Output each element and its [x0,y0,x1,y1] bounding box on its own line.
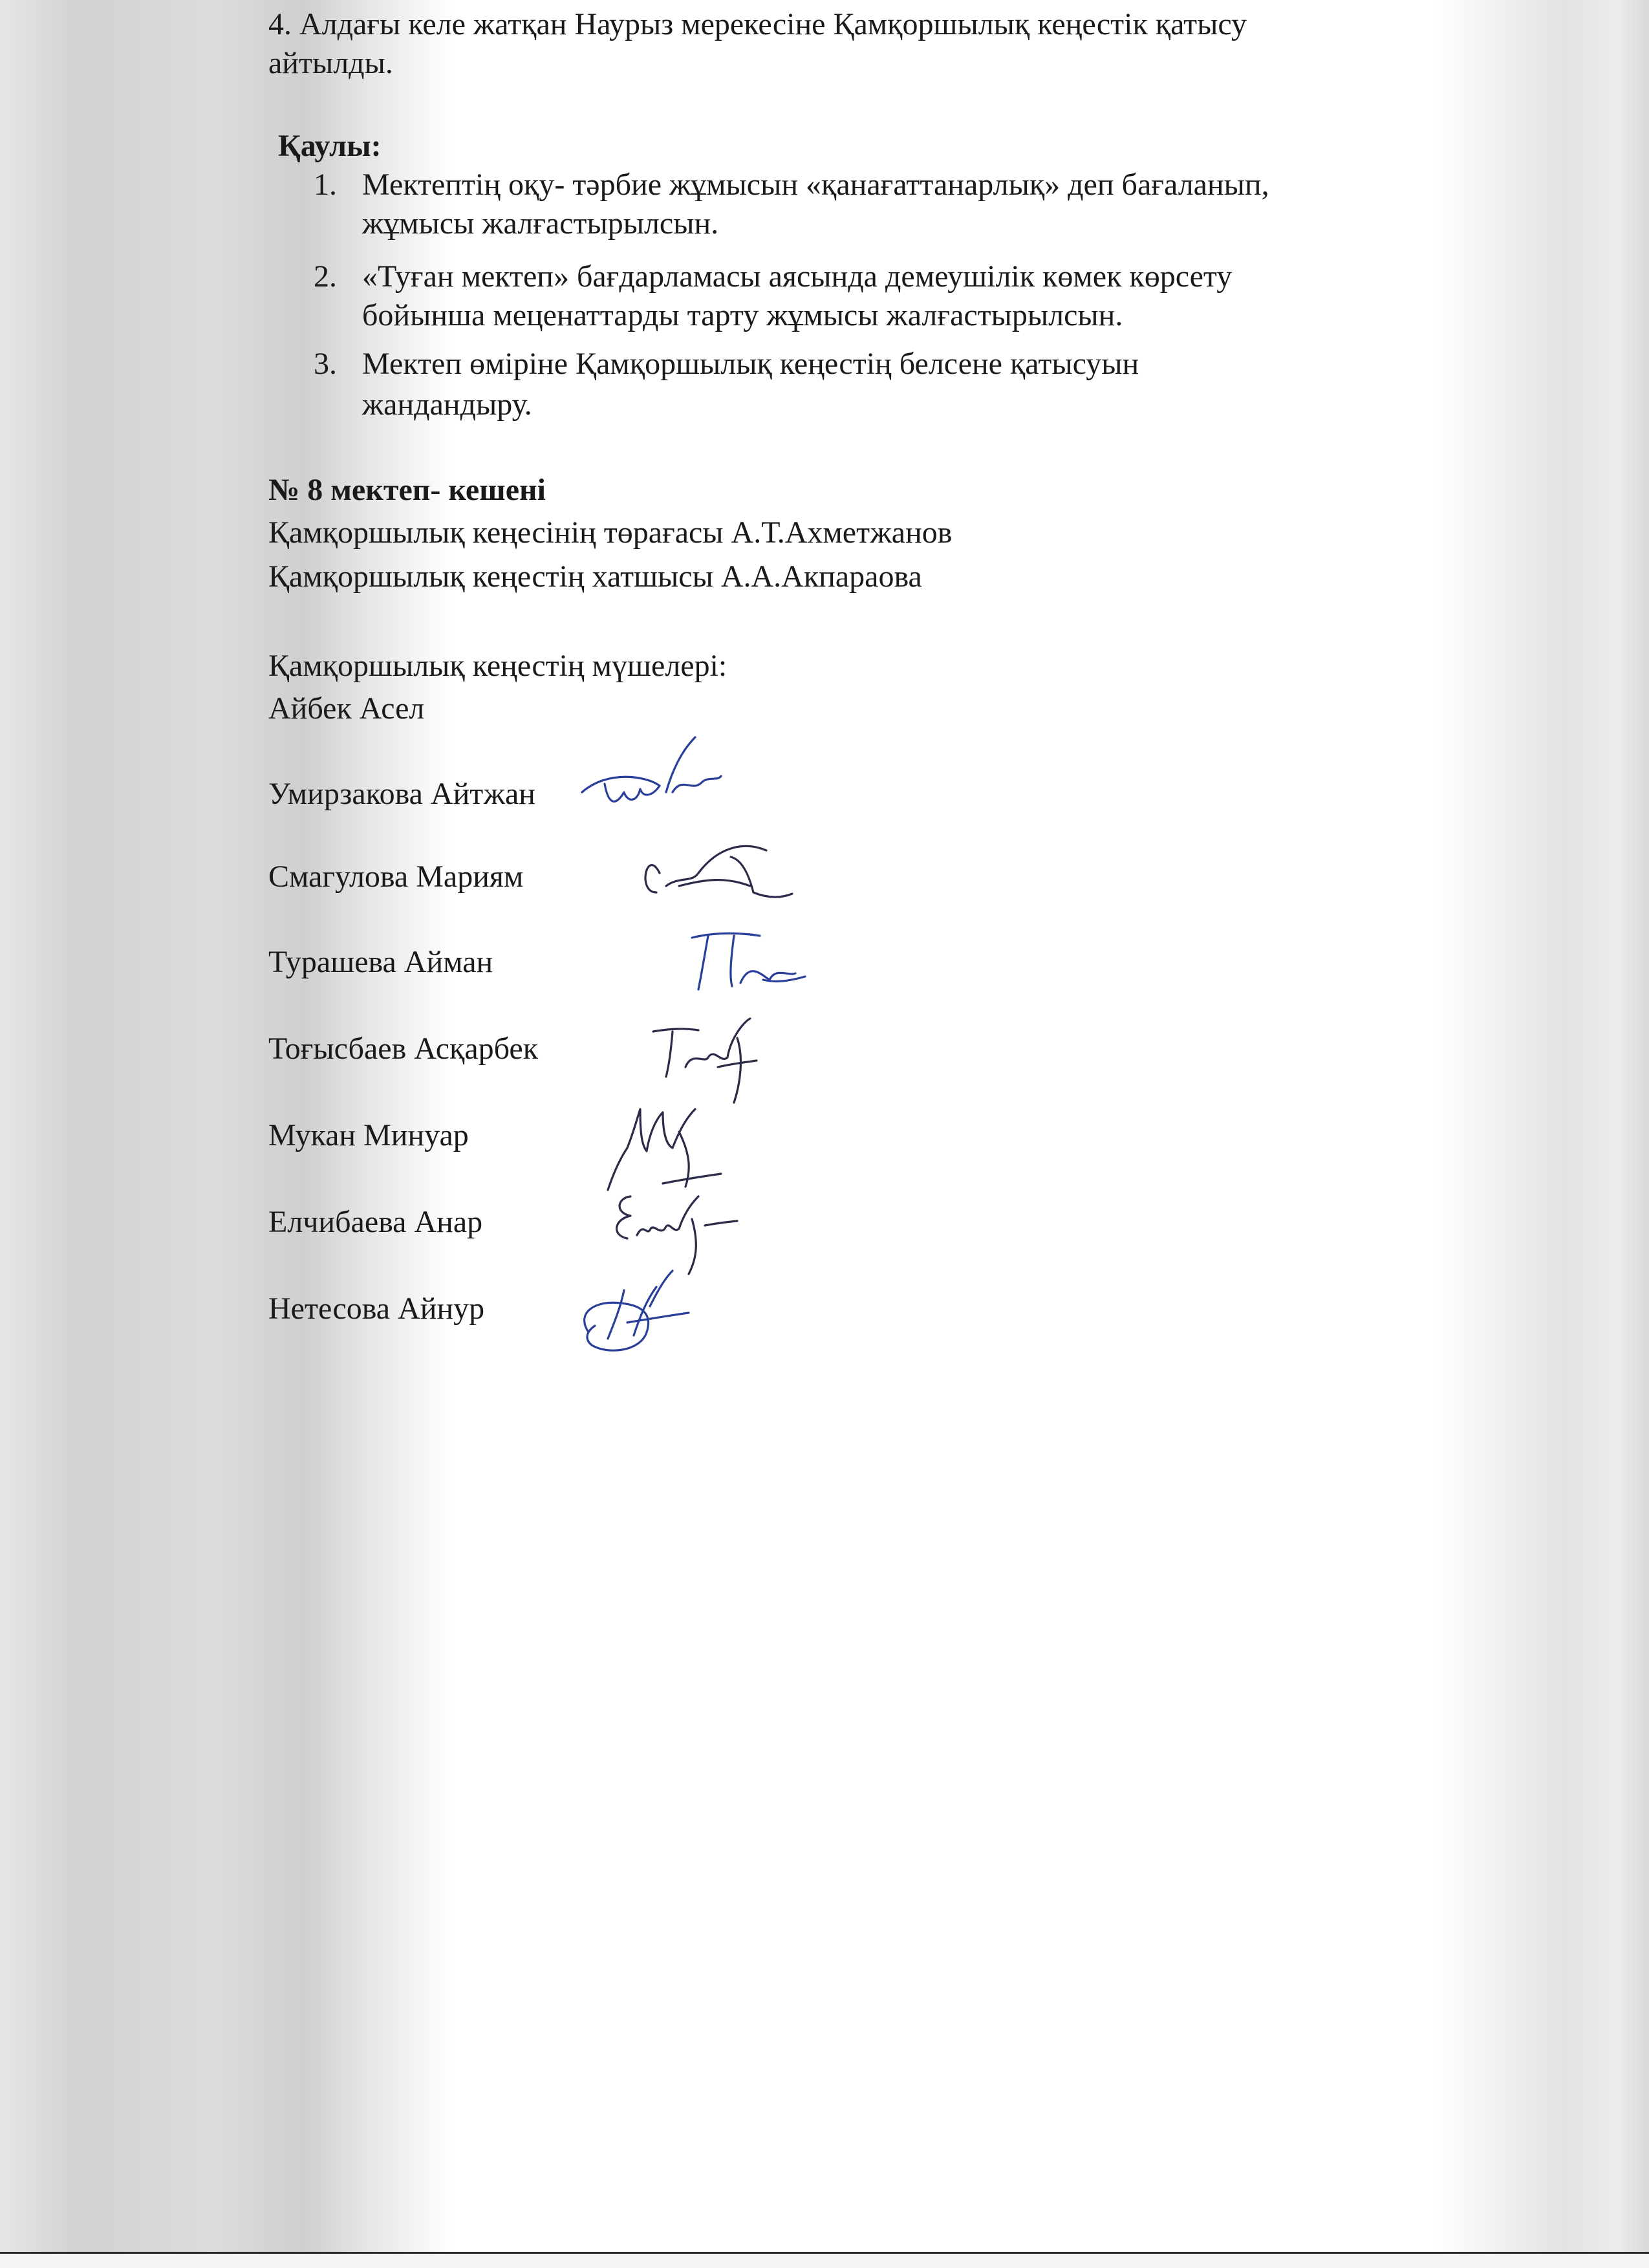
secretary-line: Қамқоршылық кеңестің хатшысы А.А.Акпараова [268,559,922,594]
signature-netesova [569,1261,724,1371]
member-name: Елчибаева Анар [268,1205,483,1239]
resolution-item-1-line-1: Мектептің оқу- тәрбие жұмысын «қанағаттанарлық» деп бағаланып, [362,167,1269,202]
resolution-item-1-line-2: жұмысы жалғастырылсын. [362,206,719,241]
resolution-item-2-line-1: «Туған мектеп» бағдарламасы аясында демеушілік көмек көрсету [362,259,1233,294]
signature-umirzakova [569,731,724,821]
signature-smagulova [634,821,808,918]
member-name: Смагулова Мариям [268,859,524,894]
resolution-item-number: 1. [314,167,337,202]
resolution-item-2-line-2: бойынша меценаттарды тарту жұмысы жалғастырылсын. [362,298,1123,332]
resolution-item-3-line-2: жандандыру. [362,387,532,422]
member-name: Мукан Минуар [268,1118,469,1152]
school-name: № 8 мектеп- кешені [268,473,546,507]
member-name: Айбек Асел [268,691,425,726]
intro-line-2: айтылды. [268,46,393,80]
member-name: Умирзакова Айтжан [268,777,535,811]
member-name: Нетесова Айнур [268,1291,485,1326]
resolution-item-number: 3. [314,347,337,381]
chair-line: Қамқоршылық кеңесінің төрағасы А.Т.Ахметжанов [268,515,953,550]
signature-mukan [601,1093,731,1196]
signature-turasheva [679,922,808,999]
members-heading: Қамқоршылық кеңестің мүшелері: [268,649,727,683]
resolution-item-number: 2. [314,259,337,294]
resolution-item-3-line-1: Мектеп өміріне Қамқоршылық кеңестің белсене қатысуын [362,347,1139,381]
member-name: Турашева Айман [268,945,493,979]
resolution-heading: Қаулы: [278,129,382,163]
member-name: Тоғысбаев Асқарбек [268,1031,539,1066]
intro-line-1: 4. Алдағы келе жатқан Наурыз мерекесіне Қамқоршылық кеңестік қатысу [268,7,1247,41]
